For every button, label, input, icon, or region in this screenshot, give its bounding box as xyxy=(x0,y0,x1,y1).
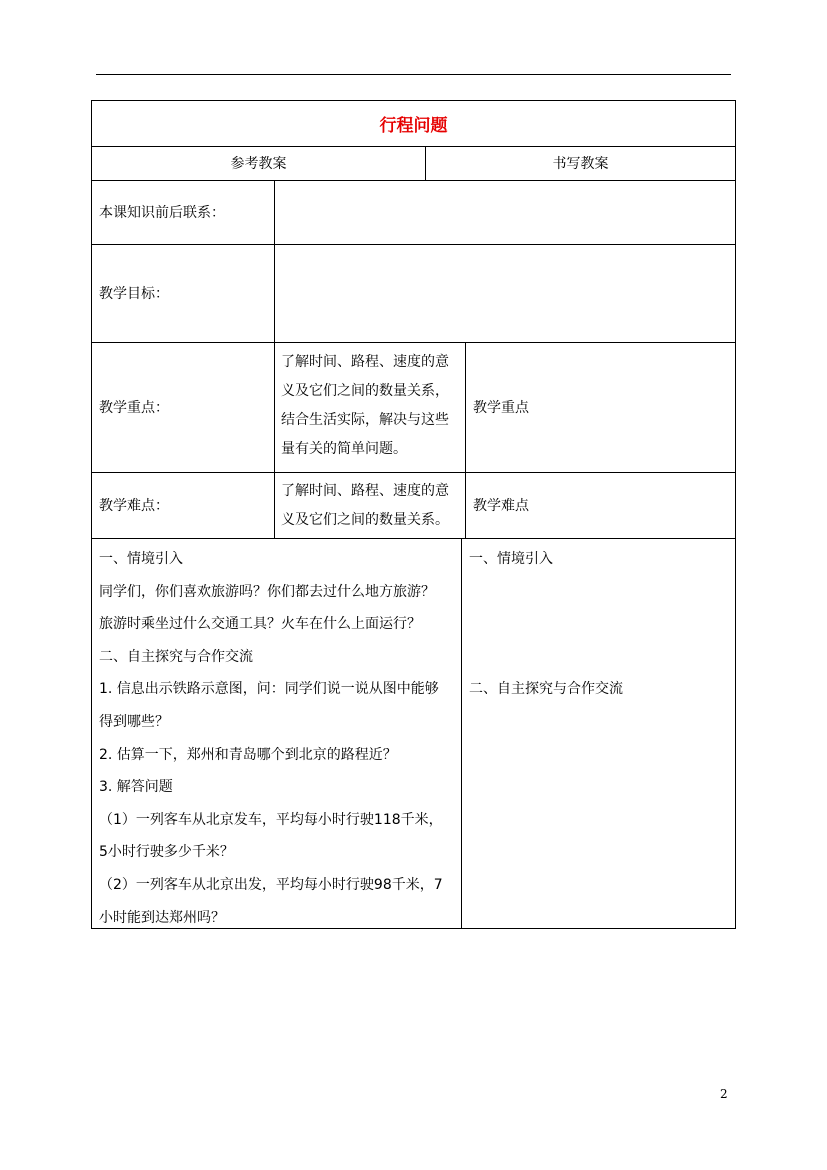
key-points-line: 结合生活实际，解决与这些 xyxy=(281,412,449,428)
key-points-line: 义及它们之间的数量关系， xyxy=(281,383,449,399)
goals-label: 教学目标： xyxy=(92,244,274,342)
document-title: 行程问题 xyxy=(379,116,448,136)
lesson-line: 2. 估算一下，郑州和青岛哪个到北京的路程近？ xyxy=(99,746,397,763)
lesson-process-right xyxy=(461,538,735,928)
right-section-explore: 二、自主探究与合作交流 xyxy=(469,681,623,697)
lesson-line: 5小时行驶多少千米？ xyxy=(99,844,234,861)
key-points-content xyxy=(274,342,465,472)
lesson-line: 同学们，你们喜欢旅游吗？你们都去过什么地方旅游？ xyxy=(99,583,435,600)
header-writing-plan: 书写教案 xyxy=(425,146,735,180)
connection-content xyxy=(274,180,735,244)
lesson-line: 二、自主探究与合作交流 xyxy=(99,648,253,665)
lesson-line: 3. 解答问题 xyxy=(99,779,173,796)
difficulties-label: 教学难点： xyxy=(92,472,274,538)
lesson-line: 小时能到达郑州吗？ xyxy=(99,909,225,926)
right-section-intro: 一、情境引入 xyxy=(469,551,553,567)
lesson-line: 得到哪些？ xyxy=(99,713,169,730)
page-number: 2 xyxy=(720,1087,728,1101)
key-points-line: 了解时间、路程、速度的意 xyxy=(281,354,449,370)
difficulties-line: 了解时间、路程、速度的意 xyxy=(281,483,449,499)
lesson-process-left xyxy=(92,538,461,928)
goals-content xyxy=(274,244,735,342)
lesson-plan-table xyxy=(91,100,736,929)
lesson-line: 旅游时乘坐过什么交通工具？火车在什么上面运行？ xyxy=(99,616,421,633)
key-points-right: 教学重点 xyxy=(465,342,735,472)
lesson-line: 一、情境引入 xyxy=(99,551,183,567)
connection-label: 本课知识前后联系： xyxy=(92,180,274,244)
difficulties-content xyxy=(274,472,465,538)
header-reference-plan: 参考教案 xyxy=(92,146,425,180)
header-rule xyxy=(96,74,731,75)
difficulties-line: 义及它们之间的数量关系。 xyxy=(281,512,449,528)
key-points-label: 教学重点： xyxy=(92,342,274,472)
key-points-line: 量有关的简单问题。 xyxy=(281,441,407,457)
lesson-line: （1）一列客车从北京发车，平均每小时行驶118千米， xyxy=(99,811,443,828)
lesson-line: 1. 信息出示铁路示意图，问：同学们说一说从图中能够 xyxy=(99,681,439,698)
lesson-line: （2）一列客车从北京出发，平均每小时行驶98千米，7 xyxy=(99,876,443,893)
difficulties-right: 教学难点 xyxy=(465,472,735,538)
